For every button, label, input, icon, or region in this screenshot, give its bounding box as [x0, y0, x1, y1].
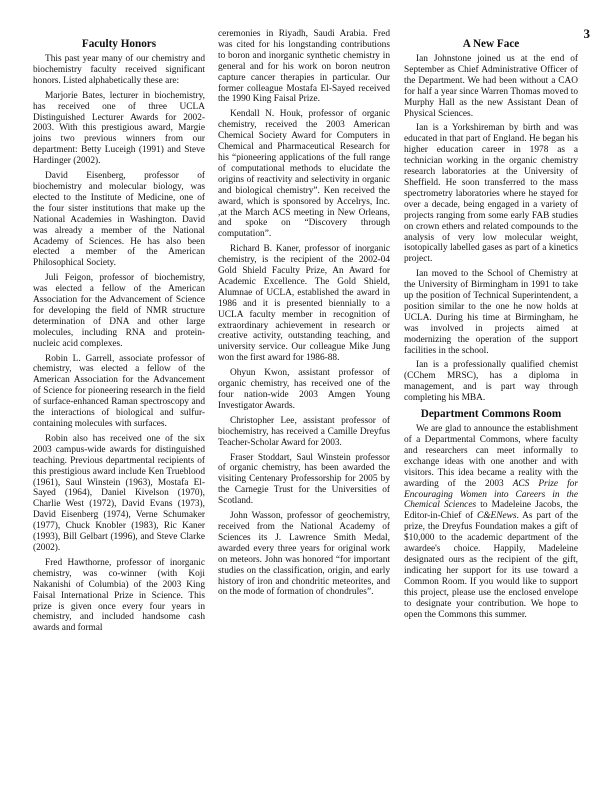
faculty-honors-paragraph: Kendall N. Houk, professor of organic chemistry, received the 2003 American Chemical Society Award for Computers in Chemical and Pharmaceutical Research for his “pioneering applications of the full range of computational methods to elucidate the origins of reactivity and selectivity in organic and biological chemistry”. Ken received the award, which is sponsored by Accelrys, Inc. ,at the March ACS meeting in New Orleans, and spoke on “Discovery through computation”.	[218, 109, 390, 240]
faculty-honors-paragraph: Fraser Stoddart, Saul Winstein professor of organic chemistry, has been awarded the visiting Centenary Professorship for 2005 by the Carnegie Trust for the Universities of Scotland.	[218, 452, 390, 507]
faculty-honors-paragraph: David Eisenberg, professor of biochemistry and molecular biology, was elected to the Institute of Medicine, one of the four sister institutions that make up the National Academies in Washington. David was already a member of the National Academy of Sciences. He has also been elected a member of the American Philosophical Society.	[33, 171, 205, 269]
faculty-honors-paragraph: ceremonies in Riyadh, Saudi Arabia. Fred was cited for his longstanding contributions to boron and inorganic synthetic chemistry in general and for his work on boron neutron capture cancer therapies in particular. Our former colleague Mostafa El-Sayed received the 1990 King Faisal Prize.	[218, 29, 390, 105]
page-number: 3	[583, 26, 590, 41]
commons-text-part: to Madeleine Jacobs, the Editor-in-Chief of	[404, 500, 578, 522]
faculty-honors-paragraph: Ohyun Kwon, assistant professor of organic chemistry, has received one of the four nation-wide 2003 Amgen Young Investigator Awards.	[218, 368, 390, 411]
new-face-heading: A New Face	[462, 38, 520, 50]
faculty-honors-paragraph: Christopher Lee, assistant professor of biochemistry, has received a Camille Dreyfus Teacher-Scholar Award for 2003.	[218, 415, 390, 448]
faculty-honors-paragraph: This past year many of our chemistry and biochemistry faculty received significant honors. Listed alphabetically these are:	[33, 54, 205, 86]
new-face-paragraph: Ian moved to the School of Chemistry at the University of Birmingham in 1991 to take up the position of Technical Superintendent, a position similar to the one he now holds at UCLA. During his time at Birmingham, he was involved in projects aimed at modernizing the operation of the support facilities in the school.	[404, 269, 578, 356]
faculty-honors-paragraph: Fred Hawthorne, professor of inorganic chemistry, was co-winner (with Koji Nakanishi of Columbia) of the 2003 King Faisal International Prize in Science. This prize is given once every four years in chemistry, and included handsome cash awards and formal	[33, 557, 205, 634]
column-middle	[218, 29, 390, 602]
faculty-honors-paragraph: Juli Feigon, professor of biochemistry, was elected a fellow of the American Association for the Advancement of Science for developing the field of NMR structure determination of DNA and other large molecules, including RNA and protein-nucleic acid complexes.	[33, 273, 205, 349]
faculty-honors-paragraph: Robin L. Garrell, associate professor of chemistry, was elected a fellow of the American Association for the Advancement of Science for pioneering research in the field of surface-enhanced Raman spectroscopy and the interactions of biological and sulfur-containing molecules with surfaces.	[33, 353, 205, 429]
faculty-honors-paragraph: Marjorie Bates, lecturer in biochemistry, has received one of three UCLA Distinguished Lecturer Awards for 2002-2003. With this prestigious award, Margie joins two previous winners from our department: Betty Luceigh (1991) and Steve Hardinger (2002).	[33, 90, 205, 167]
acs-prize-name: ACS Prize for Encouraging Women into Careers in the Chemical Sciences	[404, 478, 578, 511]
faculty-honors-paragraph: Richard B. Kaner, professor of inorganic chemistry, is the recipient of the 2002-04 Gold Shield Faculty Prize, An Award for Academic Excellence. The Gold Shield, Alumnae of UCLA, established the award in 1986 and it is presented biennially to a UCLA faculty member in recognition of extraordinary achievement in research or creative activity, outstanding teaching, and university service. Our colleague Mike Jung won the first award for 1986-88.	[218, 244, 390, 364]
commons-room-heading: Department Commons Room	[420, 408, 562, 421]
commons-text-part: . As part of the prize, the Dreyfus Foundation makes a gift of $10,000 to the academic department of the awardee's choice. Happily, Madeleine designated ours as the recipient of the gift, indicating her support for its use toward a Common Room. If you would like to support this project, please use the enclosed envelope to designate your contribution. We hope to open the Commons this summer.	[404, 511, 578, 620]
new-face-paragraph: Ian is a professionally qualified chemist (CChem MRSC), has a diploma in management, and is part way through completing his MBA.	[404, 360, 578, 404]
column-right	[404, 38, 578, 624]
faculty-honors-heading: Faculty Honors	[81, 38, 157, 50]
commons-room-paragraph	[404, 424, 578, 620]
new-face-paragraph: Ian is a Yorkshireman by birth and was educated in that part of England. He began his higher education career in 1978 as a technician working in the organic chemistry research laboratories at the University of Sheffield. He soon transferred to the mass spectrometry laboratories where he stayed for over a decade, being engaged in a variety of projects ranging from some early FAB studies on crown ethers and related compounds to the analysis of very low molecular weight, isotopically labelled gases as part of a kinetics project.	[404, 123, 578, 265]
commons-text-part: We are glad to announce the establishment of a Departmental Commons, where faculty and researchers can meet informally to exchange ideas with one another and with visitors. This idea became a reality with the awarding of the 2003	[404, 424, 578, 489]
publication-name: C&ENews	[477, 511, 517, 522]
new-face-paragraph: Ian Johnstone joined us at the end of September as Chief Administrative Officer of the Department. We had been without a CAO for half a year since Warren Thomas moved to Murphy Hall as the new Assistant Dean of Physical Sciences.	[404, 54, 578, 119]
column-left	[33, 38, 205, 638]
faculty-honors-paragraph: John Wasson, professor of geochemistry, received from the National Academy of Sciences its J. Lawrence Smith Medal, awarded every three years for original work on meteors. John was honored “for important studies on the classification, origin, and early history of iron and chondritic meteorites, and on the mode of formation of chondrules”.	[218, 511, 390, 598]
faculty-honors-paragraph: Robin also has received one of the six 2003 campus-wide awards for distinguished teaching. Previous departmental recipients of this prestigious award include Ken Trueblood (1961), Saul Winstein (1963), Mostafa El-Sayed (1964), Daniel Kivelson (1970), Charlie West (1972), David Evans (1973), David Eisenberg (1974), Verne Schumaker (1977), Chuck Knobler (1983), Ric Kaner (1993), Bill Gelbart (1996), and Steve Clarke (2002).	[33, 433, 205, 553]
